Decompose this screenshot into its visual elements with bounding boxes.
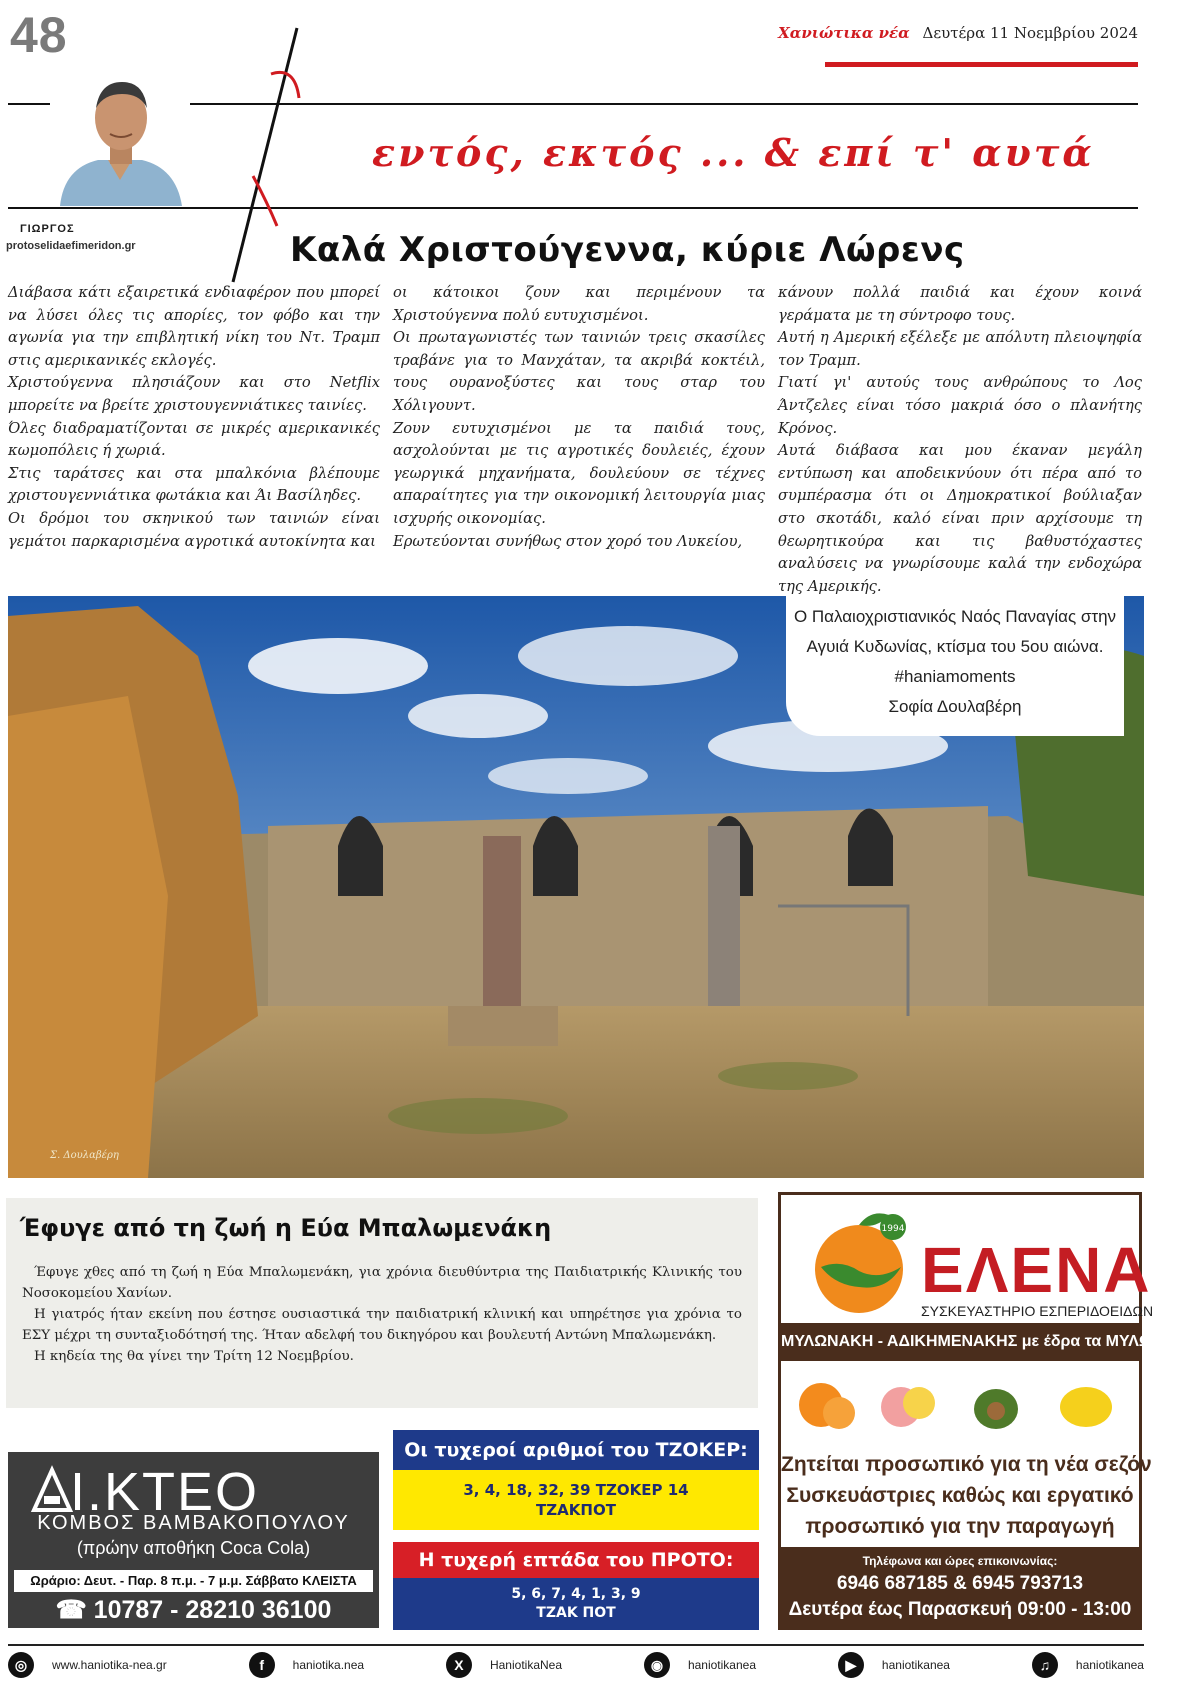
author-site: protoselidaefimeridon.gr <box>6 240 136 252</box>
article-title: Καλά Χριστούγεννα, κύριε Λώρενς <box>290 230 965 270</box>
caption-photographer: Σοφία Δουλαβέρη <box>888 697 1022 716</box>
joker-numbers: 3, 4, 18, 32, 39 ΤΖΟΚΕΡ 14 <box>463 1481 689 1499</box>
author-name: ΓΙΩΡΓΟΣ <box>20 223 75 235</box>
elena-contact <box>781 1547 1139 1627</box>
photo-caption <box>786 596 1124 736</box>
kteo-location: ΚΟΜΒΟΣ ΒΑΜΒΑΚΟΠΟΥΛΟΥ <box>37 1512 350 1534</box>
paragraph: Η γιατρός ήταν εκείνη που έστησε ουσιαστικά την παιδιατρική κλινική και υπηρέτησε για χρόνια το ΕΣΥ μέχρι τη συνταξιοδότησή της. Ήταν αδελφή του δικηγόρου και βουλευτή Αντώνη Μπαλωμενάκη. <box>22 1307 742 1343</box>
header-red-rule <box>825 62 1138 67</box>
article-column-1 <box>8 282 380 553</box>
paragraph: Στις ταράτσες και στα μπαλκόνια βλέπουμε χριστουγεννιάτικα φωτάκια και Άι Βασίληδες. <box>8 464 380 505</box>
job-line: Συσκευάστριες καθώς και εργατικό <box>786 1484 1134 1507</box>
contact-label: Τηλέφωνα και ώρες επικοινωνίας: <box>862 1554 1058 1568</box>
footer-tiktok[interactable] <box>1032 1652 1144 1678</box>
proto-numbers: 5, 6, 7, 4, 1, 3, 9 <box>511 1586 641 1602</box>
obituary-text <box>22 1262 742 1367</box>
obituary-title: Έφυγε από τη ζωή η Εύα Μπαλωμενάκη <box>20 1214 552 1242</box>
footer-instagram-label: haniotikanea <box>687 1658 756 1672</box>
footer-x[interactable] <box>446 1652 562 1678</box>
contact-hours: Δευτέρα έως Παρασκευή 09:00 - 13:00 <box>788 1599 1132 1620</box>
paragraph: οι κάτοικοι ζουν και περιμένουν τα Χριστούγεννα πολύ ευτυχισμένοι. <box>393 284 765 324</box>
warning-triangle-icon <box>32 1468 72 1512</box>
proto-title: Η τυχερή επτάδα του ΠΡΟΤΟ: <box>393 1542 759 1578</box>
footer-tiktok-label: haniotikanea <box>1075 1658 1144 1672</box>
proto-results <box>393 1578 759 1630</box>
elena-location: ΜΥΛΩΝΑΚΗ - ΑΔΙΚΗΜΕΝΑΚΗΣ με έδρα τα ΜΥΛΩΝΙΑΝΑ <box>781 1323 1139 1361</box>
proto-jackpot: ΤΖΑΚ ΠΟΤ <box>536 1605 616 1621</box>
paragraph: Αυτή η Αμερική εξέλεξε με απόλυτη πλειοψηφία τον Τραμπ. <box>778 329 1142 369</box>
instagram-icon: ◉ <box>644 1652 670 1678</box>
job-line: Ζητείται προσωπικό για τη νέα σεζόν <box>781 1453 1152 1476</box>
year-badge: 1994 <box>881 1224 905 1234</box>
orange-logo-icon <box>801 1207 921 1317</box>
paragraph: Η κηδεία της θα γίνει την Τρίτη 12 Νοεμβρίου. <box>34 1349 354 1364</box>
newspaper-info <box>778 24 1138 42</box>
kteo-phone <box>8 1595 379 1625</box>
elena-subtitle: ΣΥΣΚΕΥΑΣΤΗΡΙΟ ΕΣΠΕΡΙΔΟΕΙΔΩΝ <box>921 1303 1154 1319</box>
paragraph: Χριστούγεννα πλησιάζουν και στο Netflix μπορείτε να βρείτε χριστουγεννιάτικες ταινίες. <box>8 374 380 414</box>
phone-icon: ☎ <box>55 1596 87 1624</box>
footer-instagram[interactable] <box>644 1652 756 1678</box>
paragraph: Έφυγε χθες από τη ζωή η Εύα Μπαλωμενάκη, για χρόνια διευθύντρια της Παιδιατρικής Κλινικής του Νοσοκομείου Χανίων. <box>22 1265 742 1301</box>
paragraph: Όλες διαδραματίζονται σε μικρές αμερικανικές κωμοπόλεις ή χωριά. <box>8 419 380 460</box>
footer-x-label: HaniotikaNea <box>489 1658 563 1672</box>
issue-date: Δευτέρα 11 Νοεμβρίου 2024 <box>922 24 1138 42</box>
caption-line: Αγυιά Κυδωνίας, κτίσμα του 5ου αιώνα. <box>806 637 1104 656</box>
footer-youtube-label: haniotikanea <box>881 1658 950 1672</box>
kteo-hours: Ωράριο: Δευτ. - Παρ. 8 π.μ. - 7 μ.μ. Σάββατο ΚΛΕΙΣΤΑ <box>14 1570 373 1592</box>
contact-phones: 6946 687185 & 6945 793713 <box>836 1573 1084 1594</box>
newspaper-brand: Χανιώτικα νέα <box>778 24 910 42</box>
elena-advertisement[interactable] <box>778 1192 1202 1630</box>
joker-title: Οι τυχεροί αριθμοί του ΤΖΟΚΕΡ: <box>393 1430 759 1470</box>
footer-website[interactable] <box>8 1652 167 1678</box>
job-line: προσωπικό για την παραγωγή <box>805 1515 1115 1538</box>
facebook-icon: f <box>249 1652 275 1678</box>
kteo-name: Ι.ΚΤΕΟ <box>70 1462 260 1522</box>
caption-line: Ο Παλαιοχριστιανικός Ναός Παναγίας στην <box>793 607 1117 626</box>
job-offer <box>781 1449 1152 1542</box>
citrus-fruits-icon <box>781 1365 1139 1445</box>
footer <box>8 1650 1144 1680</box>
joker-jackpot: ΤΖΑΚΠΟΤ <box>536 1501 616 1519</box>
caption-hashtag: #haniamoments <box>894 667 1016 686</box>
joker-results <box>393 1470 759 1530</box>
paragraph: Γιατί γι' αυτούς τους ανθρώπους το Λος Άντζελες είναι τόσο μακριά όσο ο πλανήτης Κρόνος. <box>778 374 1142 437</box>
paragraph: Αυτά διάβασα και μου έκαναν μεγάλη εντύπωση και αποδεικνύουν ότι πέρα από το συμπέρασμα ότι οι Δημοκρατικοί βούλιαξαν στο σκοτάδι, καλό είναι πριν αρχίσουμε τη θεωρητικούρα και τις βαθυστόχαστες αναλύσεις να γνωρίσουμε καλά την ενδοχώρα της Αμερικής. <box>778 442 1142 595</box>
kteo-location-note: (πρώην αποθήκη Coca Cola) <box>76 1538 311 1558</box>
article-column-2 <box>393 282 765 553</box>
page-number: 48 <box>10 7 68 63</box>
paragraph: Ερωτεύονται συνήθως στον χορό του Λυκείου, <box>393 532 743 550</box>
paragraph: κάνουν πολλά παιδιά και έχουν κοινά γεράματα με τη σύντροφο τους. <box>778 284 1142 324</box>
youtube-icon: ▶ <box>838 1652 864 1678</box>
author-photo <box>50 68 190 206</box>
footer-website-label: www.haniotika-nea.gr <box>52 1658 167 1672</box>
x-icon: X <box>446 1652 472 1678</box>
globe-icon: ◎ <box>8 1652 34 1678</box>
paragraph: Οι πρωταγωνιστές των ταινιών τρεις σκασίλες τραβάνε για το Μανχάταν, τα ακριβά κοκτέιλ, τους ουρανοξύστες και τους σταρ του Χόλιγουντ. <box>393 329 765 414</box>
photo-signature: Σ. Δουλαβέρη <box>50 1150 119 1161</box>
paragraph: Διάβασα κάτι εξαιρετικά ενδιαφέρον που μπορεί να λύσει όλες τις απορίες, τον φόβο και την αγωνία για την επιβλητική νίκη του Ντ. Τραμπ στις αμερικανικές εκλογές. <box>8 284 380 369</box>
column-title: εντός, εκτός ... & επί τ' αυτά <box>372 130 1095 175</box>
footer-youtube[interactable] <box>838 1652 950 1678</box>
elena-name: ΕΛΕΝΑ <box>921 1234 1152 1306</box>
footer-rule <box>8 1644 1144 1646</box>
paragraph: Ζουν ευτυχισμένοι με τα παιδιά τους, ασχολούνται με τις αγροτικές δουλειές, έχουν γεωργικά μηχανήματα, δουλεύουν σε τέχνες απαραίτητες για την οικονομική λειτουργία μιας ισχυρής οικονομίας. <box>393 419 765 527</box>
paragraph: Οι δρόμοι του σκηνικού των ταινιών είναι γεμάτοι παρκαρισμένα αγροτικά αυτοκίνητα και <box>8 509 380 550</box>
tiktok-icon: ♫ <box>1032 1652 1058 1678</box>
kteo-phone-number: 10787 - 28210 36100 <box>93 1596 332 1624</box>
header-bottom-rule <box>8 207 1138 209</box>
footer-facebook-label: haniotika.nea <box>292 1658 365 1672</box>
article-column-3 <box>778 282 1142 598</box>
footer-facebook[interactable] <box>249 1652 364 1678</box>
